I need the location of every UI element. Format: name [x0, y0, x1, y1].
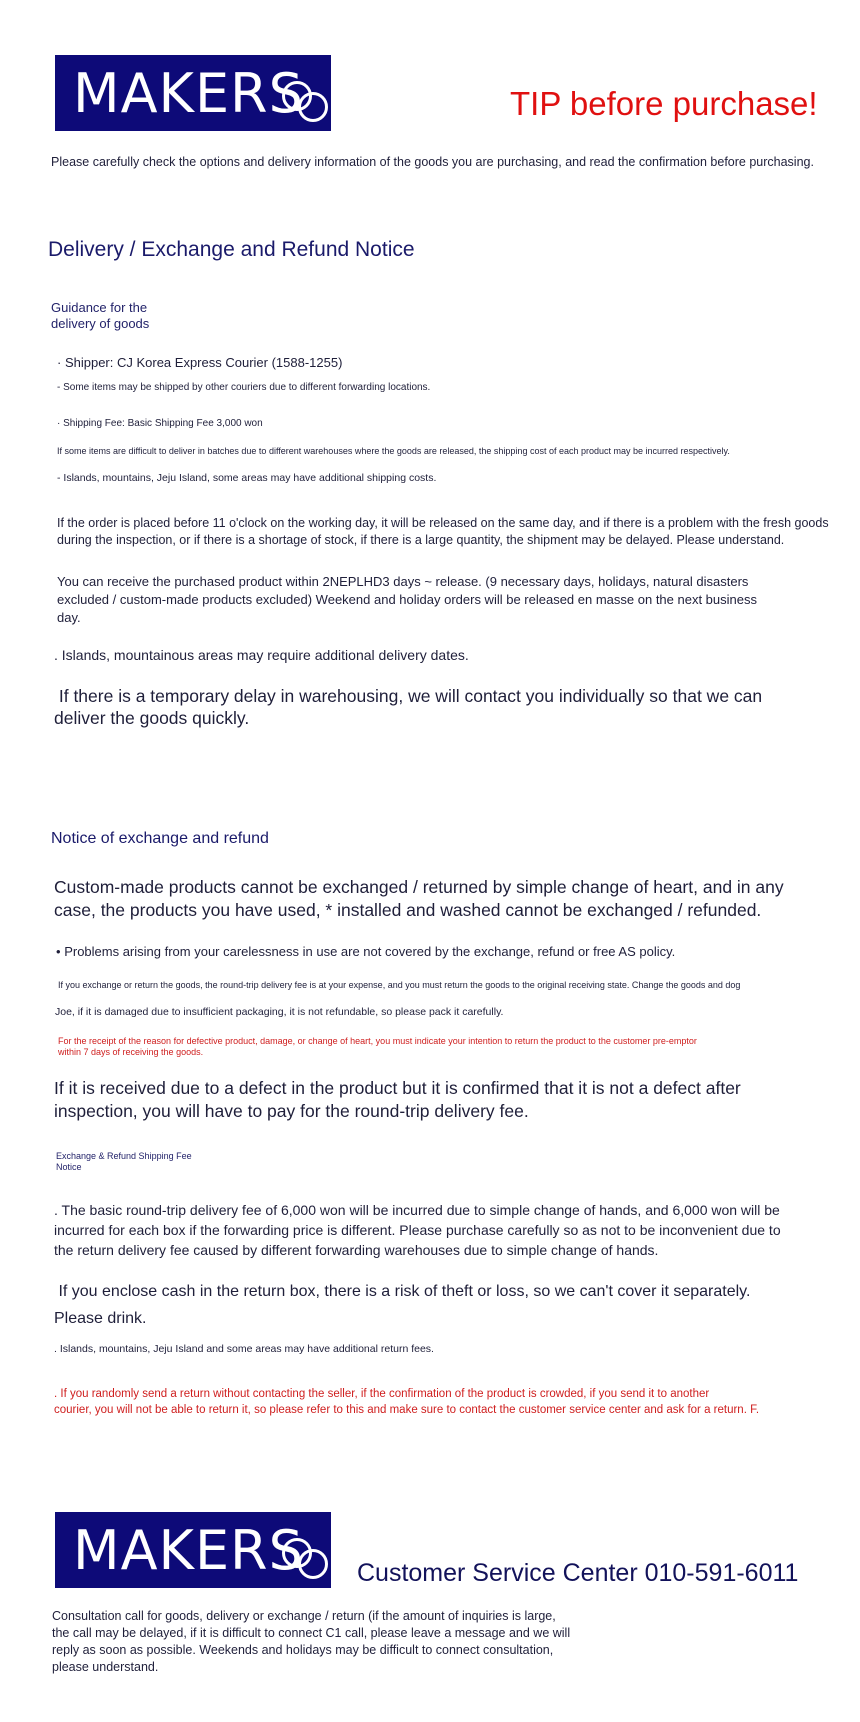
- defect-reason-line: For the receipt of the reason for defective product, damage, or change of heart, you must indicate your intention to return the product to the customer pre-emptor: [58, 1036, 697, 1046]
- delivery-subtitle: [51, 300, 149, 332]
- carelessness-label: Problems arising from your carelessness in use are not covered by the exchange, refund or free AS policy.: [64, 944, 676, 959]
- other-couriers-text: [57, 382, 430, 394]
- service-center-text: Customer Service Center 010-591-6011: [357, 1559, 799, 1587]
- delay-line: deliver the goods quickly.: [54, 708, 250, 728]
- cash-line: If you enclose cash in the return box, there is a risk of theft or loss, so we can't cover it separately.: [54, 1283, 751, 1300]
- release-text: [57, 515, 829, 549]
- logo-text: MAKERS: [73, 1519, 304, 1582]
- custom-made-text: [54, 876, 784, 922]
- intro-text: Please carefully check the options and delivery information of the goods you are purchasing, and read the confirmation before purchasing.: [51, 155, 814, 169]
- delivery-subtitle-line: delivery of goods: [51, 316, 150, 331]
- fee-subtitle-line: Exchange & Refund Shipping Fee: [56, 1151, 192, 1161]
- custom-made-line: case, the products you have used, * installed and washed cannot be exchanged / refunded.: [54, 900, 762, 920]
- logo-text: MAKERS: [73, 62, 304, 125]
- delivery-section-title: Delivery / Exchange and Refund Notice: [48, 238, 415, 261]
- islands-cost-text: - Islands, mountains, Jeju Island, some areas may have additional shipping costs.: [57, 472, 437, 484]
- release-line: during the inspection, or if there is a shortage of stock, if there is a large quantity, the shipment may be delayed. Please understand.: [57, 533, 785, 547]
- fee-subtitle: [56, 1151, 192, 1173]
- makers-logo-footer: [55, 1512, 331, 1588]
- consultation-text: [52, 1608, 570, 1676]
- basic-fee-text: [54, 1200, 781, 1260]
- receive-line: day.: [57, 610, 81, 625]
- islands-return-text: . Islands, mountains, Jeju Island and some areas may have additional return fees.: [54, 1343, 434, 1355]
- islands-dates-text: . Islands, mountainous areas may require additional delivery dates.: [54, 647, 469, 663]
- receive-line: You can receive the purchased product within 2NEPLHD3 days ~ release. (9 necessary days, holidays, natural disasters: [57, 574, 749, 589]
- basic-fee-line: the return delivery fee caused by different forwarding warehouses due to simple change of hands.: [54, 1242, 659, 1258]
- delay-text: [54, 685, 762, 729]
- tip-title: TIP before purchase!: [510, 85, 818, 122]
- receive-text: [57, 573, 757, 627]
- consultation-line: the call may be delayed, if it is difficult to connect C1 call, please leave a message and we will: [52, 1626, 571, 1640]
- not-defect-text: [54, 1077, 741, 1123]
- roundtrip-text: If you exchange or return the goods, the round-trip delivery fee is at your expense, and you must return the goods to the original receiving state. Change the goods and dog: [58, 980, 741, 990]
- custom-made-line: Custom-made products cannot be exchanged / returned by simple change of heart, and in any: [54, 877, 784, 897]
- delay-line: If there is a temporary delay in warehousing, we will contact you individually so that we can: [54, 686, 763, 706]
- consultation-line: reply as soon as possible. Weekends and holidays may be difficult to connect consultation,: [52, 1643, 554, 1657]
- logo-ring-icon: [298, 1549, 328, 1579]
- delivery-subtitle-line: Guidance for the: [51, 300, 148, 315]
- random-return-line: courier, you will not be able to return it, so please refer to this and make sure to contact the customer service center and ask for a return. F.: [54, 1404, 760, 1416]
- consultation-line: please understand.: [52, 1660, 159, 1674]
- not-defect-line: inspection, you will have to pay for the round-trip delivery fee.: [54, 1101, 529, 1121]
- shipping-fee-text: · Shipping Fee: Basic Shipping Fee 3,000 won: [57, 418, 263, 429]
- receive-line: excluded / custom-made products excluded) Weekend and holiday orders will be released en masse on the next business: [57, 592, 757, 607]
- bullet-icon: •: [56, 944, 61, 959]
- other-couriers-label: - Some items may be shipped by other couriers due to different forwarding locations.: [57, 382, 431, 393]
- not-defect-line: If it is received due to a defect in the product but it is confirmed that it is not a defect after: [54, 1078, 741, 1098]
- basic-fee-line: . The basic round-trip delivery fee of 6,000 won will be incurred due to simple change of hands, and 6,000 won will be: [54, 1202, 780, 1218]
- fee-subtitle-line: Notice: [56, 1162, 82, 1172]
- basic-fee-line: incurred for each box if the forwarding price is different. Please purchase carefully so as not to be inconvenient due to: [54, 1222, 781, 1238]
- release-line: If the order is placed before 11 o'clock on the working day, it will be released on the same day, and if there is a problem with the fresh goods: [57, 516, 829, 530]
- carelessness-text: [56, 943, 675, 960]
- shipper-text: · Shipper: CJ Korea Express Courier (1588-1255): [57, 355, 343, 370]
- random-return-text: [54, 1386, 759, 1418]
- packaging-text: Joe, if it is damaged due to insufficient packaging, it is not refundable, so please pack it carefully.: [55, 1006, 504, 1018]
- consultation-line: Consultation call for goods, delivery or exchange / return (if the amount of inquiries is large,: [52, 1609, 556, 1623]
- defect-reason-text: [58, 1036, 697, 1058]
- random-return-line: . If you randomly send a return without contacting the seller, if the confirmation of the product is crowded, if you send it to another: [54, 1388, 710, 1400]
- warehouses-text: If some items are difficult to deliver in batches due to different warehouses where the goods are released, the shipping cost of each product may be incurred respectively.: [57, 446, 730, 456]
- cash-text: [54, 1278, 750, 1332]
- exchange-section-title: Notice of exchange and refund: [51, 830, 269, 847]
- cash-line: Please drink.: [54, 1310, 147, 1327]
- logo-ring-icon: [298, 92, 328, 122]
- makers-logo: [55, 55, 331, 131]
- defect-reason-line: within 7 days of receiving the goods.: [58, 1047, 204, 1057]
